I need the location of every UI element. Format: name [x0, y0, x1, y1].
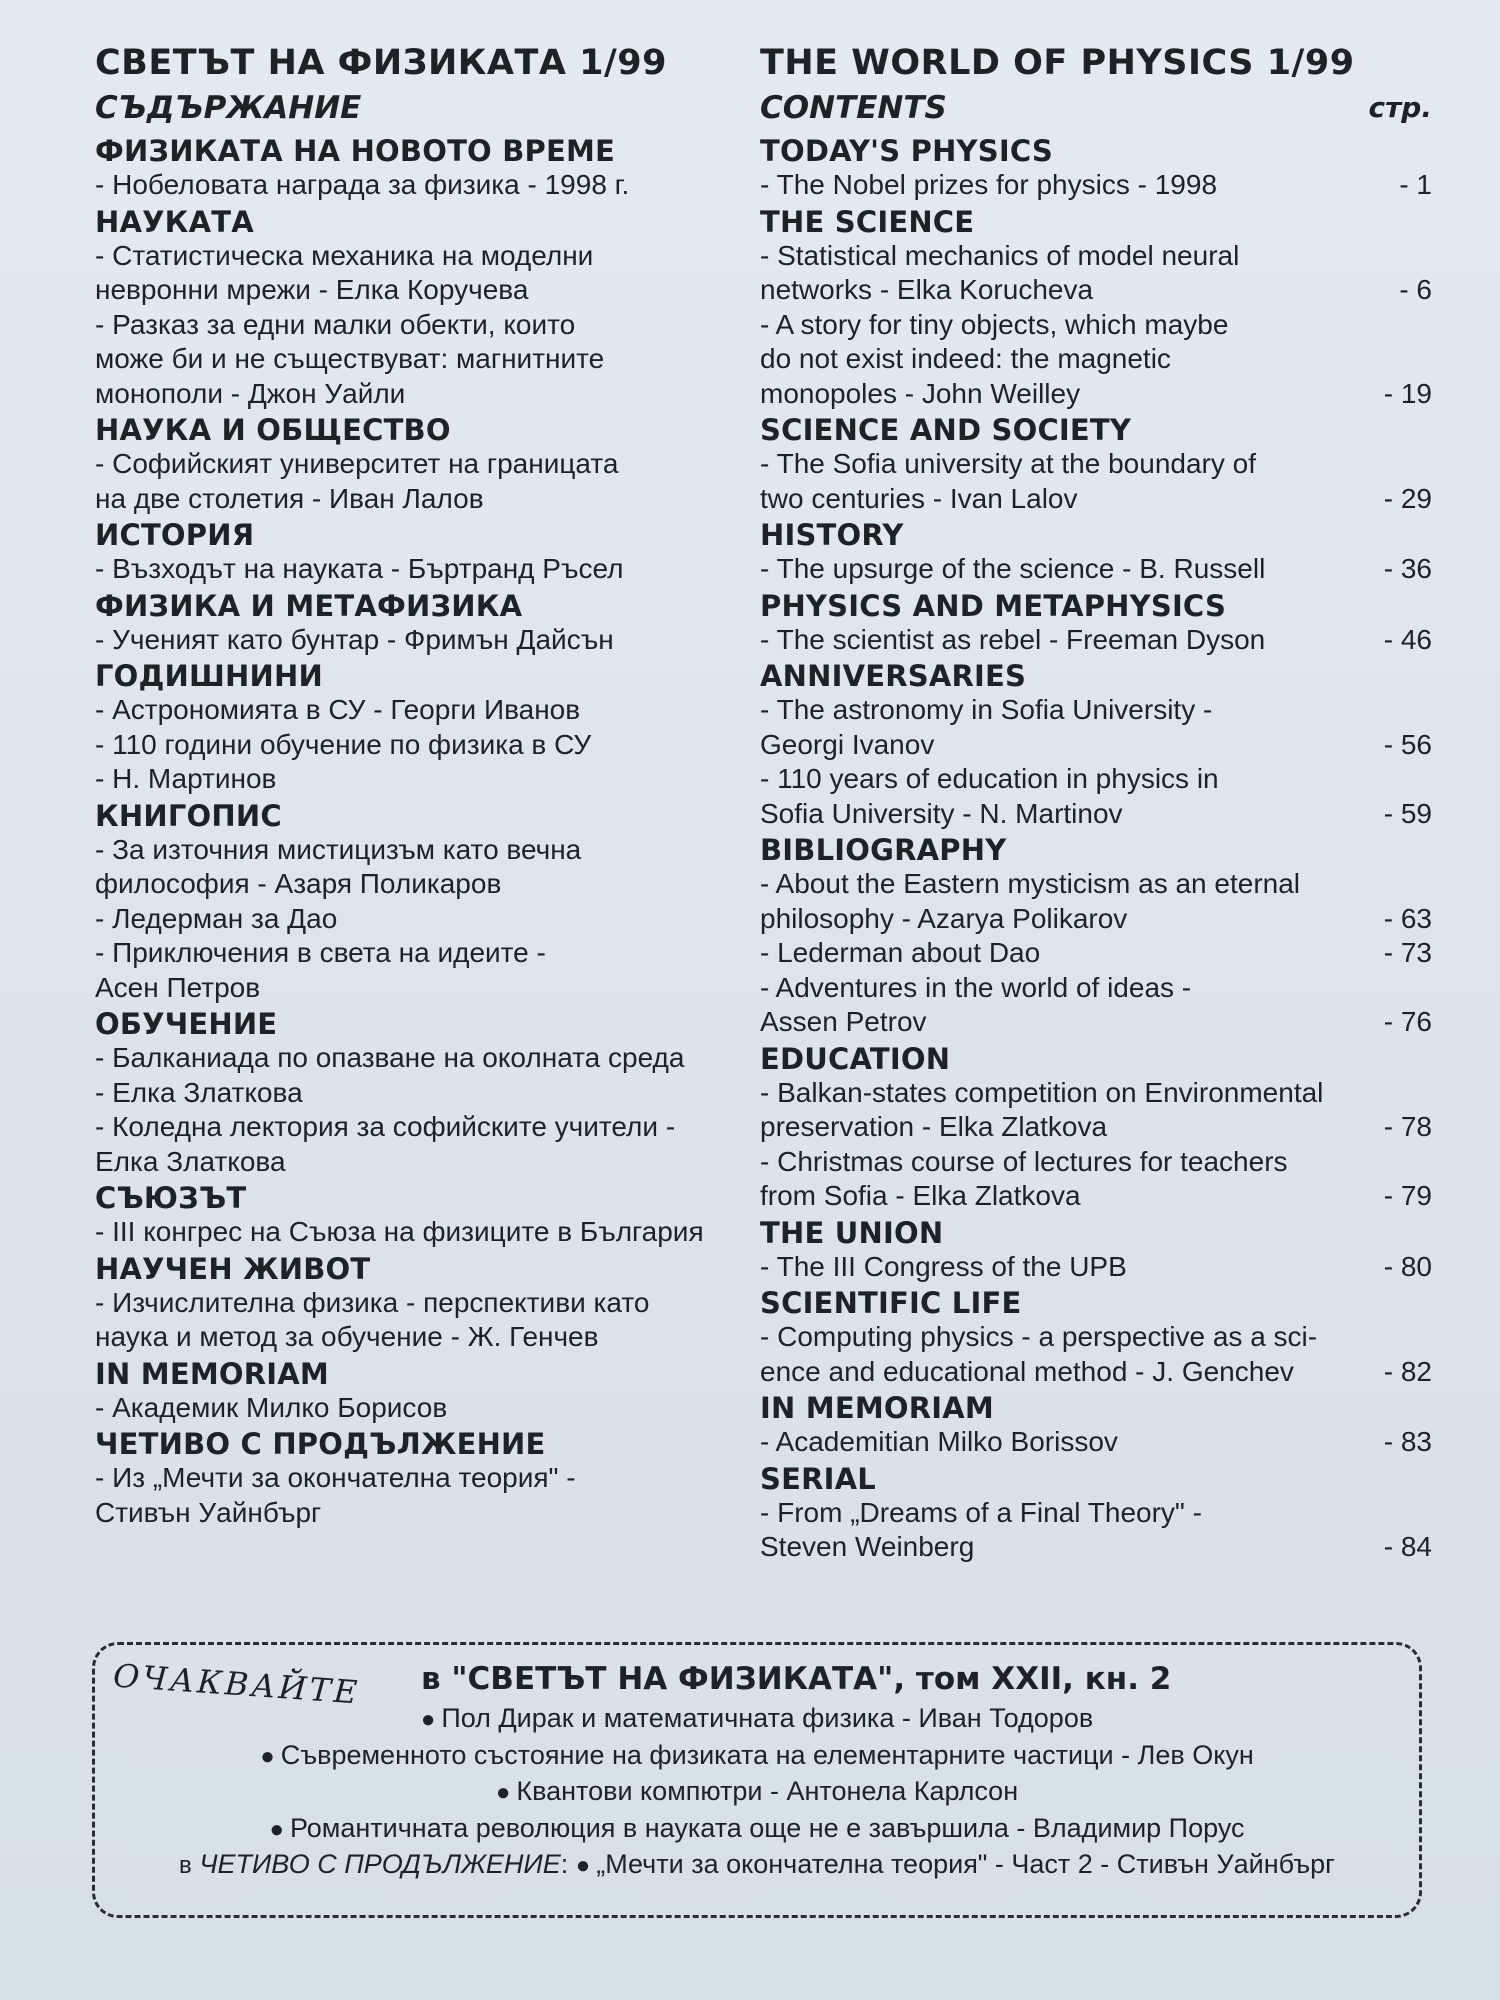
- bg-contents-entry: [95, 693, 735, 728]
- bg-section: [95, 799, 735, 1006]
- en-section-title: SERIAL: [760, 1461, 876, 1496]
- bg-contents-heading: СЪДЪРЖАНИЕ: [95, 90, 362, 126]
- en-section-title: EDUCATION: [760, 1041, 951, 1076]
- en-entry-text: - Adventures in the world of ideas - Assen Petrov: [760, 971, 1192, 1037]
- bg-entry-text: - Академик Милко Борисов: [95, 1391, 448, 1423]
- en-entry-text: - The Nobel prizes for physics - 1998: [760, 169, 1218, 200]
- page-number: - 59: [1383, 797, 1432, 829]
- serial-label: ЧЕТИВО С ПРОДЪЛЖЕНИЕ: [199, 1849, 561, 1879]
- bg-entry-text: - За източния мистицизъм като вечна философия - Азаря Поликаров: [95, 833, 582, 899]
- en-contents-entry: [760, 623, 1440, 658]
- bg-contents-entry: [95, 902, 735, 937]
- page-number: - 84: [1383, 1531, 1432, 1562]
- upcoming-item: [95, 1738, 1419, 1775]
- en-section-title: BIBLIOGRAPHY: [760, 833, 1007, 867]
- en-contents-entry: [760, 447, 1440, 516]
- bg-section-title: IN MEMORIAM: [95, 1356, 329, 1391]
- bg-contents-entry: [95, 1110, 735, 1179]
- page-number: - 79: [1383, 1180, 1432, 1211]
- bg-section: [95, 589, 735, 658]
- serial-prefix: в: [179, 1852, 192, 1879]
- page-number: - 73: [1383, 937, 1432, 968]
- en-entry-text: - From „Dreams of a Final Theory" - Steven Weinberg: [760, 1496, 1202, 1562]
- en-section-title: SCIENTIFIC LIFE: [760, 1286, 1022, 1320]
- bg-section: [95, 134, 735, 203]
- en-entry-text: - Computing physics - a perspective as a sci- ence and educational method - J. Genchev: [760, 1321, 1318, 1387]
- en-contents-heading-row: [760, 86, 1440, 132]
- bg-entry-text: - Статистическа механика на моделни невронни мрежи - Елка Коручева: [95, 239, 594, 305]
- en-section: [760, 518, 1440, 587]
- page-number: - 63: [1383, 902, 1432, 934]
- en-contents-entry: [760, 308, 1440, 412]
- bg-section: [95, 1181, 735, 1250]
- bg-contents-entry: [95, 168, 735, 203]
- en-section: [760, 1042, 1440, 1214]
- en-entry-text: - Balkan-states competition on Environmental preservation - Elka Zlatkova: [760, 1076, 1324, 1142]
- upcoming-issue-box: [92, 1642, 1422, 1918]
- upcoming-item: [95, 1811, 1419, 1848]
- bg-contents-entry: [95, 1391, 735, 1426]
- bullet-icon: ●: [269, 1815, 284, 1843]
- page-number: - 46: [1383, 623, 1432, 655]
- bg-section-title: ГОДИШНИНИ: [95, 659, 323, 693]
- upcoming-item: [95, 1701, 1419, 1738]
- bg-section: [95, 205, 735, 412]
- en-contents-entry: [760, 1145, 1440, 1214]
- page-number: - 56: [1383, 728, 1432, 760]
- bg-entry-text: - Софийският университет на границата на две столетия - Иван Лалов: [95, 448, 619, 514]
- bg-contents-entry: [95, 308, 735, 412]
- bg-contents-entry: [95, 239, 735, 308]
- upcoming-brand: ОЧАКВАЙТЕ: [111, 1656, 362, 1712]
- en-entry-text: - Statistical mechanics of model neural networks - Elka Korucheva: [760, 239, 1240, 305]
- en-entry-text: - The astronomy in Sofia University - Georgi Ivanov: [760, 694, 1213, 760]
- en-entry-text: - Lederman about Dao: [760, 937, 1041, 968]
- en-section: [760, 1462, 1440, 1565]
- bg-section-title: ОБУЧЕНИЕ: [95, 1007, 278, 1041]
- en-section-title: TODAY'S PHYSICS: [760, 134, 1053, 168]
- en-contents-entry: [760, 1320, 1440, 1389]
- en-entry-text: - The III Congress of the UPB: [760, 1250, 1127, 1282]
- en-contents-heading: CONTENTS: [760, 90, 947, 126]
- page-number: - 19: [1383, 377, 1432, 409]
- en-contents-entry: [760, 936, 1440, 971]
- bg-entry-text: - Коледна лектория за софийските учители - Елка Златкова: [95, 1111, 676, 1177]
- en-section: [760, 1391, 1440, 1460]
- bg-section-title: КНИГОПИС: [95, 798, 282, 833]
- page-number: - 78: [1383, 1111, 1432, 1142]
- bg-contents-heading-row: [95, 86, 735, 132]
- page-column-label: стр.: [1368, 91, 1432, 124]
- bg-contents-entry: [95, 936, 735, 1005]
- bg-entry-text: - Из „Мечти за окончателна теория" - Стивън Уайнбърг: [95, 1462, 576, 1528]
- en-section-title: PHYSICS AND METAPHYSICS: [760, 588, 1227, 623]
- en-entry-text: - The upsurge of the science - B. Russell: [760, 553, 1266, 584]
- en-section-title: ANNIVERSARIES: [760, 659, 1027, 693]
- en-section-title: HISTORY: [760, 518, 904, 552]
- en-contents-entry: [760, 762, 1440, 831]
- en-entry-text: - Academitian Milko Borissov: [760, 1426, 1118, 1457]
- en-section-title: THE SCIENCE: [760, 204, 975, 239]
- bg-entry-text: - Ледерман за Дао: [95, 902, 338, 934]
- bulgarian-contents-column: [95, 40, 735, 1530]
- upcoming-item: [95, 1774, 1419, 1811]
- en-contents-entry: [760, 1250, 1440, 1285]
- page-number: - 80: [1383, 1250, 1432, 1282]
- page-number: - 83: [1383, 1426, 1432, 1457]
- en-contents-entry: [760, 693, 1440, 762]
- serial-colon: :: [560, 1849, 569, 1879]
- bg-entry-text: - Изчислителна физика - перспективи като наука и метод за обучение - Ж. Генчев: [95, 1286, 650, 1352]
- en-contents-entry: [760, 971, 1440, 1040]
- bg-magazine-title: СВЕТЪТ НА ФИЗИКАТА 1/99: [95, 43, 667, 83]
- en-section-title: SCIENCE AND SOCIETY: [760, 413, 1132, 447]
- upcoming-heading: в "СВЕТЪТ НА ФИЗИКАТА", том XXII, кн. 2: [421, 1661, 1172, 1697]
- bg-contents-entry: [95, 447, 735, 516]
- bg-section-list: [95, 134, 735, 1530]
- bg-contents-entry: [95, 1461, 735, 1530]
- bullet-icon: ●: [260, 1742, 275, 1770]
- bg-entry-text: - Възходът на науката - Бъртранд Ръсел: [95, 553, 624, 584]
- en-entry-text: - The Sofia university at the boundary of two centuries - Ivan Lalov: [760, 448, 1256, 514]
- bg-contents-entry: [95, 728, 735, 797]
- serial-item-text: „Мечти за окончателна теория" - Част 2 - Стивън Уайнбърг: [596, 1849, 1335, 1879]
- en-entry-text: - A story for tiny objects, which maybe do not exist indeed: the magnetic monopoles - John Weilley: [760, 308, 1229, 409]
- upcoming-item-text: Романтичната революция в науката още не е завършила - Владимир Порус: [289, 1812, 1245, 1843]
- bg-section-title: НАУЧЕН ЖИВОТ: [95, 1251, 371, 1286]
- en-contents-entry: [760, 168, 1440, 203]
- bg-entry-text: - Ученият като бунтар - Фримън Дайсън: [95, 623, 614, 655]
- bg-section: [95, 518, 735, 587]
- en-magazine-title: THE WORLD OF PHYSICS 1/99: [760, 43, 1355, 83]
- en-contents-entry: [760, 239, 1440, 308]
- bg-contents-entry: [95, 1041, 735, 1110]
- bg-contents-entry: [95, 833, 735, 902]
- bg-section-title: НАУКАТА: [95, 204, 254, 239]
- en-section: [760, 413, 1440, 516]
- en-contents-entry: [760, 867, 1440, 936]
- upcoming-item-text: Съвременното състояние на физиката на елементарните частици - Лев Окун: [280, 1739, 1254, 1770]
- bg-entry-text: - III конгрес на Съюза на физиците в България: [95, 1216, 704, 1247]
- en-entry-text: - The scientist as rebel - Freeman Dyson: [760, 623, 1266, 655]
- en-section: [760, 134, 1440, 203]
- bullet-icon: ●: [495, 1779, 511, 1806]
- bg-entry-text: - Астрономията в СУ - Георги Иванов: [95, 694, 581, 725]
- en-entry-text: - About the Eastern mysticism as an eternal philosophy - Azarya Polikarov: [760, 868, 1301, 934]
- en-contents-entry: [760, 1076, 1440, 1145]
- bg-section-title: ИСТОРИЯ: [95, 518, 255, 552]
- bg-section-title: СЪЮЗЪТ: [95, 1181, 247, 1215]
- bg-section-title: НАУКА И ОБЩЕСТВО: [95, 413, 451, 447]
- bg-section-title: ЧЕТИВО С ПРОДЪЛЖЕНИЕ: [95, 1427, 546, 1461]
- upcoming-serial-item: [95, 1847, 1419, 1884]
- bg-section: [95, 1007, 735, 1179]
- upcoming-list: [95, 1701, 1419, 1884]
- en-contents-entry: [760, 1425, 1440, 1460]
- bg-contents-entry: [95, 1286, 735, 1355]
- bullet-icon: ●: [575, 1852, 591, 1879]
- en-section: [760, 1286, 1440, 1389]
- en-contents-entry: [760, 1496, 1440, 1565]
- bg-section: [95, 413, 735, 516]
- bg-contents-entry: [95, 552, 735, 587]
- bg-entry-text: - Приключения в света на идеите - Асен Петров: [95, 937, 546, 1003]
- bg-contents-entry: [95, 623, 735, 658]
- page-number: - 29: [1383, 482, 1432, 514]
- en-section-title: THE UNION: [760, 1215, 944, 1250]
- en-section: [760, 1216, 1440, 1285]
- upcoming-item-text: Квантови компютри - Антонела Карлсон: [516, 1776, 1019, 1806]
- upcoming-item-text: Пол Дирак и математичната физика - Иван Тодоров: [441, 1703, 1094, 1733]
- en-entry-text: - Christmas course of lectures for teachers from Sofia - Elka Zlatkova: [760, 1145, 1288, 1211]
- page-number: - 82: [1383, 1355, 1432, 1387]
- page-number: - 76: [1383, 1006, 1432, 1037]
- bg-entry-text: - 110 години обучение по физика в СУ - Н. Мартинов: [95, 728, 592, 794]
- page-number: - 1: [1399, 169, 1432, 200]
- bg-entry-text: - Балканиада по опазване на околната среда - Елка Златкова: [95, 1042, 685, 1108]
- english-contents-column: [760, 40, 1440, 1565]
- en-section: [760, 833, 1440, 1040]
- bg-section-title: ФИЗИКА И МЕТАФИЗИКА: [95, 588, 523, 623]
- bg-contents-entry: [95, 1215, 735, 1250]
- en-section-list: [760, 134, 1440, 1565]
- en-section: [760, 659, 1440, 831]
- en-section: [760, 589, 1440, 658]
- bg-section: [95, 1357, 735, 1426]
- bg-section-title: ФИЗИКАТА НА НОВОТО ВРЕМЕ: [95, 134, 616, 168]
- bg-entry-text: - Нобеловата награда за физика - 1998 г.: [95, 169, 630, 200]
- en-section: [760, 205, 1440, 412]
- bg-section: [95, 1252, 735, 1355]
- page-number: - 36: [1383, 553, 1432, 584]
- en-contents-entry: [760, 552, 1440, 587]
- bullet-icon: ●: [420, 1706, 436, 1733]
- bg-entry-text: - Разказ за едни малки обекти, които може би и не съществуват: магнитните монополи - Джон Уайли: [95, 308, 605, 409]
- bg-section: [95, 1427, 735, 1530]
- bg-section: [95, 659, 735, 797]
- en-section-title: IN MEMORIAM: [760, 1391, 994, 1425]
- en-entry-text: - 110 years of education in physics in Sofia University - N. Martinov: [760, 763, 1219, 829]
- page-number: - 6: [1399, 274, 1432, 305]
